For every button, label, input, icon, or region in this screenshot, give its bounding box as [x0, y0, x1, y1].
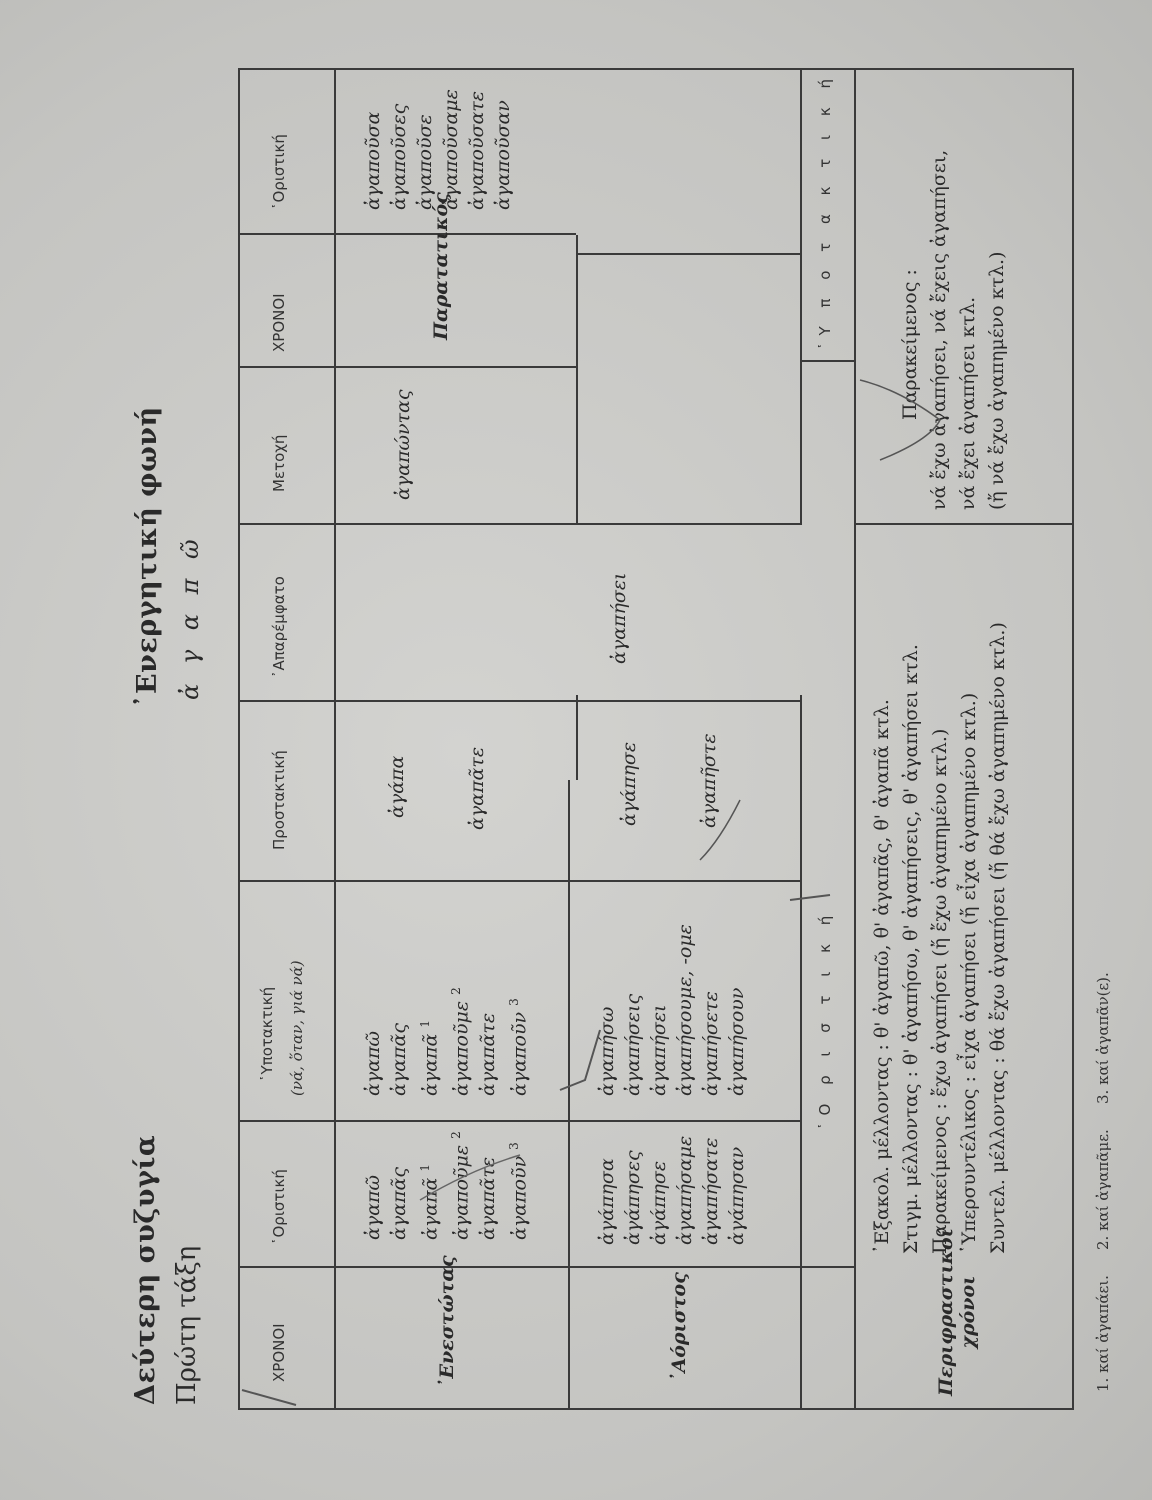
list-item: νά ἔχει ἀγαπήσει κτλ. — [957, 296, 979, 510]
aorist-infinitive: ἀγαπήσει — [608, 572, 630, 664]
list-item: ἀγαπῶ — [362, 1031, 384, 1096]
header-infinitive: ᾿Απαρέμφατο — [270, 576, 288, 678]
list-item: ἀγάπησε — [648, 1160, 670, 1245]
header-subjunctive-note: (νά, ὅταν, γιά νά) — [288, 960, 306, 1096]
aorist-imperative-1: ἀγάπησε — [618, 741, 640, 826]
list-item: ἀγάπησα — [596, 1158, 618, 1245]
list-item: ἀγαποῦν $^3$ — [506, 1142, 530, 1240]
list-item: Παρακείμενος : — [899, 269, 921, 420]
list-item: ἀγάπησαν — [726, 1146, 748, 1245]
class-title: Πρώτη τάξη — [172, 1245, 202, 1405]
header-indicative-2: ῾Οριστική — [270, 134, 288, 210]
footnote-1: 1. καί ἀγαπάει. — [1094, 1275, 1112, 1392]
list-item: ἀγαποῦσε — [414, 114, 436, 210]
list-item: ἀγαπῶ — [362, 1175, 384, 1240]
section-label-indicative: ῾Ο ρ ι σ τ ι κ ή — [816, 908, 834, 1130]
list-item: ἀγαπᾶ $^1$ — [418, 1019, 442, 1096]
header-subjunctive: ῾Υποτακτική — [258, 986, 276, 1082]
list-item: ἀγαπᾶς — [388, 1023, 410, 1096]
header-indicative: ῾Οριστική — [270, 1169, 288, 1245]
list-item: Παρακείμενος : ἔχω ἀγαπήσει (ἤ ἔχω ἀγαπημένο κτλ.) — [929, 728, 951, 1254]
present-imperative-1: ἀγάπα — [386, 755, 408, 818]
footnote-2: 2. καί ἀγαπᾶμε. — [1094, 1129, 1112, 1250]
conjugation-title: Δεύτερη συζυγία — [130, 1134, 161, 1405]
list-item: ἀγαπήσω — [596, 1006, 618, 1096]
list-item: ἀγαπᾶς — [388, 1167, 410, 1240]
list-item: ἀγαπήσουν — [726, 987, 748, 1096]
present-participle: ἀγαπώντας — [392, 389, 414, 500]
voice-title: ᾿Ενεργητική φωνή — [132, 406, 163, 708]
header-tenses: ΧΡΟΝΟΙ — [270, 1323, 288, 1382]
list-item: (ἤ νά ἔχω ἀγαπημένο κτλ.) — [986, 251, 1008, 510]
list-item: ἀγαπήσετε — [700, 991, 722, 1096]
aorist-imperative-2: ἀγαπῆστε — [698, 733, 720, 828]
row-label-aorist: ᾿Αόριστος — [668, 1272, 690, 1382]
list-item: ἀγαπήσεις — [622, 993, 644, 1096]
header-imperative: Προστακτική — [270, 750, 288, 850]
row-label-present: ᾿Ενεστώτας — [436, 1255, 458, 1388]
list-item: νά ἔχω ἀγαπήσει, νά ἔχεις ἀγαπήσει, — [928, 149, 950, 510]
list-item: Στιγμ. μέλλοντας : θ' ἀγαπήσω, θ' ἀγαπήσεις, θ' ἀγαπήσει κτλ. — [900, 644, 922, 1254]
list-item: ἀγαπήσει — [648, 1004, 670, 1096]
lemma: ἀ γ α π ῶ — [176, 533, 204, 700]
list-item: Συντελ. μέλλοντας : θά ἔχω ἀγαπήσει (ἤ θά ἔχω ἀγαπημένο κτλ.) — [987, 622, 1009, 1254]
section-label-subjunctive: ῾Υ π ο τ α κ τ ι κ ή — [816, 72, 834, 350]
row-label-imperfect: Παρατατικός — [430, 192, 452, 340]
list-item: ἀγαποῦν $^3$ — [506, 998, 530, 1096]
list-item: ἀγαπᾶτε — [476, 1012, 499, 1096]
list-item: ἀγαπήσατε — [700, 1137, 722, 1245]
list-item: ἀγαπᾶτε — [476, 1156, 499, 1240]
list-item: ἀγαποῦσα — [362, 111, 384, 210]
header-tenses-2: ΧΡΟΝΟΙ — [270, 293, 288, 352]
list-item: ἀγαποῦσαν — [492, 100, 514, 210]
list-item: ἀγαποῦμε $^2$ — [449, 1131, 473, 1240]
list-item: ἀγαποῦσαμε — [440, 89, 462, 210]
row-label-periphrastic: Περιφραστικοί χρόνοι — [935, 1228, 979, 1396]
list-item: ῾Υπερσυντέλικος : εἶχα ἀγαπήσει (ἤ εἶχα ἀγαπημένο κτλ.) — [958, 692, 980, 1254]
list-item: ἀγάπησες — [622, 1150, 644, 1245]
list-item: ἀγαποῦσατε — [466, 90, 488, 210]
present-imperative-2: ἀγαπᾶτε — [466, 746, 488, 830]
list-item: ἀγαποῦσες — [388, 103, 410, 210]
header-participle: Μετοχή — [270, 434, 288, 492]
list-item: ἀγαποῦμε $^2$ — [449, 987, 473, 1096]
list-item: ἀγαπήσουμε, -ομε — [674, 924, 696, 1096]
list-item: ἀγαπήσαμε — [674, 1135, 696, 1245]
list-item: ᾿Εξακολ. μέλλοντας : θ' ἀγαπῶ, θ' ἀγαπᾶς, θ' ἀγαπᾶ κτλ. — [871, 699, 893, 1254]
footnote-3: 3. καί ἀγαπᾶν(ε). — [1094, 972, 1112, 1104]
list-item: ἀγαπᾶ $^1$ — [418, 1163, 442, 1240]
